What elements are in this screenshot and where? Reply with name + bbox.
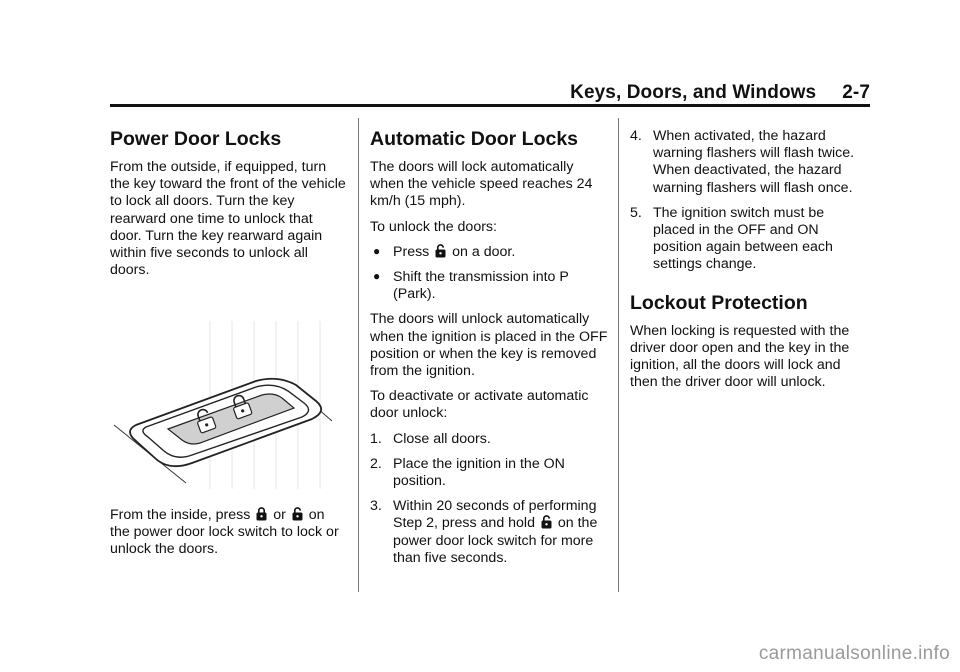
- paragraph: When locking is requested with the driver door open and the key in the ignition, all the doors will lock and then the driver door will unlock.: [630, 322, 850, 391]
- page-number: 2-7: [842, 82, 870, 103]
- heading-lockout-protection: Lockout Protection: [630, 291, 808, 314]
- unlock-icon: [292, 507, 303, 521]
- step-item: 3. Within 20 seconds of performing Step 2, press and hold on the power door lock switch for more than five seconds.: [370, 498, 598, 566]
- bullet-item: ● Press on a door.: [373, 243, 516, 260]
- paragraph: To unlock the doors:: [370, 218, 497, 235]
- step-item: 5. The ignition switch must be placed in the OFF and ON position again between each settings change.: [630, 204, 833, 273]
- watermark: carmanualsonline.info: [758, 643, 950, 664]
- column-continued: [630, 128, 868, 399]
- step-item: 1. Close all doors.: [370, 430, 491, 447]
- unlock-icon: [541, 515, 552, 529]
- bullet-dot: ●: [373, 269, 381, 284]
- running-header: [110, 82, 870, 104]
- paragraph: To deactivate or activate automatic door unlock:: [370, 388, 589, 422]
- header-rule: [110, 104, 870, 107]
- column-divider-2: [618, 118, 619, 592]
- unlock-icon: [435, 244, 446, 258]
- step-item: 4. When activated, the hazard warning flashers will flash twice. When deactivated, the hazard warning flashers will flash once.: [630, 128, 855, 196]
- column-divider-1: [358, 118, 359, 592]
- door-lock-switch-illustration: [106, 313, 350, 489]
- paragraph: The doors will lock automatically when the vehicle speed reaches 24 km/h (15 mph).: [370, 159, 593, 210]
- section-title: Keys, Doors, and Windows: [570, 82, 817, 103]
- column-automatic-door-locks: [370, 128, 608, 575]
- step-item: 2. Place the ignition in the ON position.: [370, 455, 565, 490]
- heading-power-door-locks: Power Door Locks: [110, 128, 282, 150]
- paragraph: The doors will unlock automatically when the ignition is placed in the OFF position or when the key is removed from the ignition.: [370, 311, 608, 380]
- heading-automatic-door-locks: Automatic Door Locks: [370, 128, 579, 150]
- bullet-item: ● Shift the transmission into P (Park).: [373, 269, 569, 303]
- column-power-door-locks: [110, 128, 348, 566]
- paragraph: From the outside, if equipped, turn the key toward the front of the vehicle to lock all doors. Turn the key rearward one time to unlock that door. Turn the key rearward again within five seconds to unlock all doors.: [110, 159, 346, 279]
- bullet-dot: ●: [373, 243, 381, 258]
- paragraph-inside-switch: From the inside, press or on the power door lock switch to lock or unlock the doors.: [110, 506, 339, 558]
- lock-icon: [256, 507, 267, 521]
